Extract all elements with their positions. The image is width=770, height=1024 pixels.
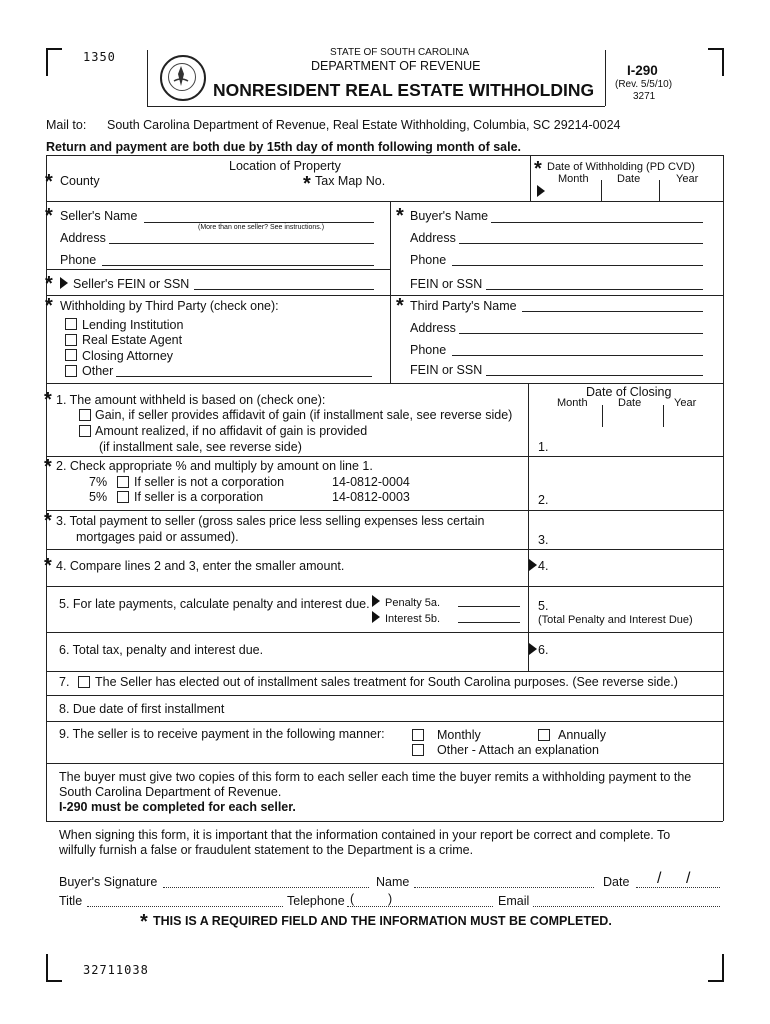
sign-date-slash-1: /	[657, 870, 662, 887]
telephone-paren-open: (	[350, 892, 355, 906]
state-seal-icon	[160, 55, 206, 101]
line3-text-continued: mortgages paid or assumed).	[76, 530, 239, 544]
line7-text: The Seller has elected out of installment sales treatment for South Carolina purposes. (See reverse side.)	[95, 675, 678, 689]
closing-date-sep	[663, 405, 664, 427]
instructions-line2: South Carolina Department of Revenue.	[59, 785, 282, 799]
line2-corp-code: 14-0812-0003	[332, 490, 410, 504]
line1-number: 1.	[538, 440, 549, 454]
line1-amount-realized-label: Amount realized, if no affidavit of gain is provided	[95, 424, 368, 438]
line8-text: 8. Due date of first installment	[59, 702, 225, 716]
buyer-signature-label: Buyer's Signature	[59, 875, 158, 889]
line1-amount-realized-checkbox[interactable]	[79, 425, 91, 437]
email-label: Email	[498, 894, 530, 908]
signer-title-input[interactable]	[87, 906, 283, 907]
third-party-address-label: Address	[410, 321, 456, 335]
other-payment-checkbox[interactable]	[412, 744, 424, 756]
line5-number: 5.	[538, 599, 549, 613]
seller-address-label: Address	[60, 231, 106, 245]
line7-number: 7.	[59, 675, 70, 689]
line3-text: 3. Total payment to seller (gross sales price less selling expenses less certain	[56, 514, 485, 528]
county-label: County	[60, 174, 100, 188]
location-label: Location of Property	[229, 159, 341, 173]
email-input[interactable]	[533, 906, 720, 907]
line2-non-corp-checkbox[interactable]	[117, 476, 129, 488]
closing-attorney-checkbox[interactable]	[65, 349, 77, 361]
buyer-fein-label: FEIN or SSN	[410, 277, 483, 291]
telephone-label: Telephone	[287, 894, 345, 908]
buyer-name-asterisk-icon: *	[396, 205, 404, 227]
seller-phone-label: Phone	[60, 253, 97, 267]
buyer-address-input[interactable]	[459, 243, 703, 244]
buyer-phone-input[interactable]	[452, 265, 703, 266]
date-withholding-asterisk-icon: *	[534, 158, 542, 180]
instructions-line3: I-290 must be completed for each seller.	[59, 800, 296, 814]
signer-name-label: Name	[376, 875, 410, 889]
seller-fein-asterisk-icon: *	[45, 273, 53, 295]
line4-number: 4.	[538, 559, 549, 573]
closing-month-label: Month	[557, 397, 588, 409]
buyer-name-label: Buyer's Name	[410, 209, 489, 223]
lending-institution-label: Lending Institution	[82, 318, 184, 332]
telephone-paren-close: )	[388, 892, 393, 906]
seller-fein-input[interactable]	[194, 289, 374, 290]
buyer-phone-label: Phone	[410, 253, 447, 267]
corner-mark-bottom-right	[708, 954, 724, 982]
mail-to-label: Mail to:	[46, 118, 87, 132]
header-divider-right	[605, 50, 606, 106]
line1-asterisk-icon: *	[44, 389, 52, 411]
withholding-date-pointer-icon	[537, 185, 545, 197]
line5-bottom-rule	[46, 632, 723, 633]
annually-label: Annually	[558, 728, 606, 742]
interest-input[interactable]	[458, 622, 520, 623]
form-right-border	[723, 155, 724, 821]
line5-total-note: (Total Penalty and Interest Due)	[538, 614, 693, 626]
corner-mark-top-left	[46, 48, 62, 76]
monthly-label: Monthly	[437, 728, 481, 742]
buyer-name-input[interactable]	[491, 222, 703, 223]
footer-code: 32711038	[83, 963, 149, 977]
seller-address-input[interactable]	[109, 243, 374, 244]
penalty-pointer-icon	[372, 595, 380, 607]
third-party-fein-input[interactable]	[486, 375, 703, 376]
annually-checkbox[interactable]	[538, 729, 550, 741]
interest-pointer-icon	[372, 611, 380, 623]
seller-name-asterisk-icon: *	[45, 205, 53, 227]
required-field-note: THIS IS A REQUIRED FIELD AND THE INFORMATION MUST BE COMPLETED.	[153, 914, 612, 928]
withholding-date-label: Date	[617, 173, 641, 185]
line3-number: 3.	[538, 533, 549, 547]
line1-gain-label: Gain, if seller provides affidavit of gain (if installment sale, see reverse side)	[95, 408, 513, 422]
county-required-asterisk-icon: *	[45, 171, 53, 193]
form-sub-number: 3271	[633, 91, 656, 102]
line1-gain-checkbox[interactable]	[79, 409, 91, 421]
property-divider	[530, 155, 531, 201]
signer-title-label: Title	[59, 894, 83, 908]
other-input[interactable]	[116, 376, 372, 377]
third-party-phone-input[interactable]	[452, 355, 703, 356]
buyer-fein-input[interactable]	[486, 289, 703, 290]
closing-attorney-label: Closing Attorney	[82, 349, 174, 363]
property-bottom-rule	[46, 201, 723, 202]
line7-elected-out-checkbox[interactable]	[78, 676, 90, 688]
line9-bottom-rule	[46, 763, 723, 764]
line2-bottom-rule	[46, 510, 723, 511]
seller-name-label: Seller's Name	[60, 209, 138, 223]
seller-name-input[interactable]	[144, 222, 374, 223]
line1-amount-input[interactable]	[552, 452, 702, 453]
line6-number: 6.	[538, 643, 549, 657]
form-number: I-290	[627, 63, 658, 78]
third-party-fein-label: FEIN or SSN	[410, 363, 483, 377]
withholding-month-label: Month	[558, 173, 589, 185]
line3-asterisk-icon: *	[44, 510, 52, 532]
withholding-month-sep	[601, 180, 602, 201]
date-withholding-label: Date of Withholding (PD CVD)	[547, 161, 695, 173]
real-estate-agent-label: Real Estate Agent	[82, 333, 183, 347]
form-code-top: 1350	[83, 50, 116, 64]
seller-phone-input[interactable]	[102, 265, 374, 266]
due-notice: Return and payment are both due by 15th day of month following month of sale.	[46, 140, 522, 154]
signer-name-input[interactable]	[414, 887, 594, 888]
third-party-bottom-rule	[46, 383, 723, 384]
form-top-border	[46, 155, 723, 156]
third-party-asterisk-icon: *	[45, 295, 53, 317]
corner-mark-top-right	[708, 48, 724, 76]
telephone-input[interactable]	[347, 906, 493, 907]
header-bottom-rule	[147, 106, 605, 107]
line4-asterisk-icon: *	[44, 555, 52, 577]
withholding-year-label: Year	[676, 173, 699, 185]
line4-bottom-rule	[46, 586, 723, 587]
amount-column-divider	[528, 383, 529, 671]
line6-text: 6. Total tax, penalty and interest due.	[59, 643, 264, 657]
third-party-phone-label: Phone	[410, 343, 447, 357]
line2-corp-label: If seller is a corporation	[134, 490, 264, 504]
taxmap-required-asterisk-icon: *	[303, 173, 311, 195]
third-party-name-asterisk-icon: *	[396, 295, 404, 317]
line1-amount-realized-note: (if installment sale, see reverse side)	[99, 440, 302, 454]
penalty-input[interactable]	[458, 606, 520, 607]
line4-text: 4. Compare lines 2 and 3, enter the smaller amount.	[56, 559, 345, 573]
other-checkbox[interactable]	[65, 365, 77, 377]
line2-asterisk-icon: *	[44, 456, 52, 478]
interest-label: Interest 5b.	[385, 613, 441, 625]
line2-pct-5: 5%	[89, 490, 108, 504]
closing-month-sep	[602, 405, 603, 427]
required-note-asterisk-icon: *	[140, 911, 148, 933]
closing-year-label: Year	[674, 397, 697, 409]
corner-mark-bottom-left	[46, 954, 62, 982]
signing-notice-line1: When signing this form, it is important that the information contained in your report be correct and complete. To	[59, 828, 671, 842]
withholding-date-sep	[659, 180, 660, 201]
seller-fein-rule	[46, 295, 723, 296]
third-party-name-input[interactable]	[522, 311, 703, 312]
form-title: NONRESIDENT REAL ESTATE WITHHOLDING	[213, 80, 595, 100]
line2-corp-checkbox[interactable]	[117, 491, 129, 503]
line1-bottom-rule	[46, 456, 723, 457]
penalty-label: Penalty 5a.	[385, 597, 441, 609]
other-label: Other	[82, 364, 114, 378]
department-name: DEPARTMENT OF REVENUE	[311, 59, 481, 73]
seller-fein-pointer-icon	[60, 277, 68, 289]
tax-map-label: Tax Map No.	[315, 174, 386, 188]
line9-text: 9. The seller is to receive payment in the following manner:	[59, 727, 385, 741]
sign-date-input[interactable]	[636, 887, 720, 888]
state-name: STATE OF SOUTH CAROLINA	[330, 47, 470, 58]
line5-text: 5. For late payments, calculate penalty and interest due.	[59, 597, 370, 611]
other-payment-label: Other - Attach an explanation	[437, 743, 599, 757]
seller-fein-label: Seller's FEIN or SSN	[73, 277, 190, 291]
sign-date-label: Date	[603, 875, 630, 889]
line4-pointer-icon	[529, 559, 537, 571]
line2-pct-7: 7%	[89, 475, 108, 489]
third-party-name-label: Third Party's Name	[410, 299, 517, 313]
line2-text: 2. Check appropriate % and multiply by amount on line 1.	[56, 459, 373, 473]
seller-buyer-divider	[390, 201, 391, 383]
line3-bottom-rule	[46, 549, 723, 550]
closing-date-label: Date of Closing	[586, 385, 672, 399]
instructions-line1: The buyer must give two copies of this form to each seller each time the buyer remits a withholding payment to the	[59, 770, 692, 784]
form-bottom-border	[46, 821, 723, 822]
third-party-withholding-label: Withholding by Third Party (check one):	[60, 299, 279, 313]
line2-non-corp-label: If seller is not a corporation	[134, 475, 285, 489]
buyer-signature-input[interactable]	[163, 887, 369, 888]
buyer-address-label: Address	[410, 231, 456, 245]
closing-date-sub-label: Date	[618, 397, 642, 409]
sign-date-slash-2: /	[686, 870, 691, 887]
line7-bottom-rule	[46, 695, 723, 696]
mail-to-address: South Carolina Department of Revenue, Real Estate Withholding, Columbia, SC 29214-0024	[107, 118, 621, 132]
form-revision: (Rev. 5/5/10)	[615, 79, 673, 90]
line6-bottom-rule	[46, 671, 723, 672]
line1-text: 1. The amount withheld is based on (check one):	[56, 393, 326, 407]
line2-non-corp-code: 14-0812-0004	[332, 475, 410, 489]
line8-bottom-rule	[46, 721, 723, 722]
seller-note: (More than one seller? See instructions.)	[198, 224, 325, 231]
real-estate-agent-checkbox[interactable]	[65, 334, 77, 346]
signing-notice-line2: wilfully furnish a false or fraudulent statement to the Department is a crime.	[59, 843, 474, 857]
line2-number: 2.	[538, 493, 549, 507]
header-divider-left	[147, 50, 148, 106]
monthly-checkbox[interactable]	[412, 729, 424, 741]
seller-phone-rule	[46, 269, 390, 270]
lending-institution-checkbox[interactable]	[65, 318, 77, 330]
third-party-address-input[interactable]	[459, 333, 703, 334]
line6-pointer-icon	[529, 643, 537, 655]
